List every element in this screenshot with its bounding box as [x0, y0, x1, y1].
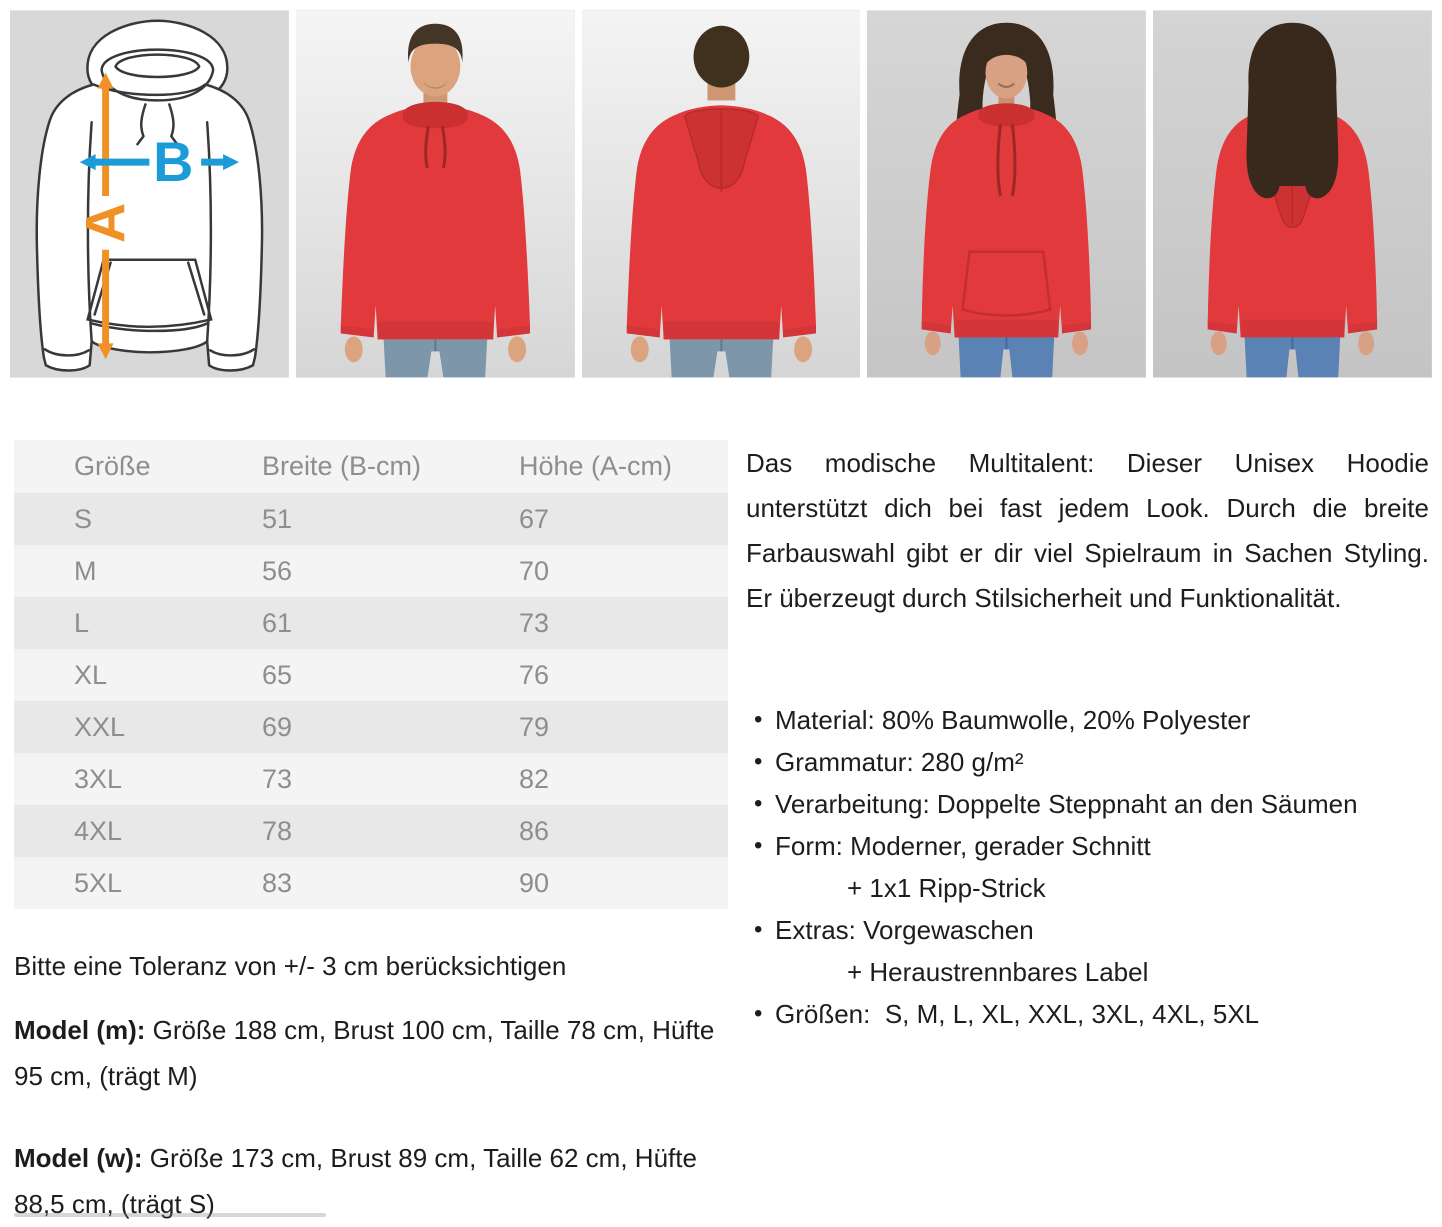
female-front-photo	[867, 10, 1146, 378]
table-row: XL 65 76	[14, 649, 728, 701]
list-item-form: • Form: Moderner, gerader Schnitt	[746, 825, 1440, 867]
product-feature-list	[746, 699, 1440, 1035]
measure-label-a: A	[74, 202, 137, 244]
female-back-photo	[1153, 10, 1432, 378]
table-row: S 51 67	[14, 493, 728, 545]
gallery-item-female-back	[1153, 10, 1432, 378]
male-back-photo	[582, 10, 861, 378]
list-item-groessen: • Größen: S, M, L, XL, XXL, 3XL, 4XL, 5XL	[746, 993, 1440, 1035]
product-description: Das modische Multitalent: Dieser Unisex Hoodie unterstützt dich bei fast jedem Look. Durch die breite Farbauswahl gibt er dir viel Spielraum in Sachen Styling. Er überzeugt durch Stilsicherheit und Funktionalität.	[746, 448, 1429, 613]
list-subitem-label: + Heraustrennbares Label	[847, 957, 1149, 987]
list-subitem-ripp-strick: + 1x1 Ripp-Strick	[847, 873, 1046, 903]
measure-label-b: B	[153, 131, 194, 194]
model-male-measurements	[14, 1007, 726, 1099]
cropped-text-line	[14, 1213, 326, 1217]
gallery-item-female-front	[867, 10, 1146, 378]
gallery-item-size-diagram	[10, 10, 289, 378]
model-male-label: Model (m):	[14, 1015, 146, 1045]
tolerance-note: Bitte eine Toleranz von +/- 3 cm berücksichtigen	[14, 951, 567, 981]
size-table	[14, 440, 728, 909]
size-diagram-illustration	[10, 10, 289, 378]
table-row: M 56 70	[14, 545, 728, 597]
male-front-photo	[296, 10, 575, 378]
gallery-item-male-front	[296, 10, 575, 378]
table-row: L 61 73	[14, 597, 728, 649]
size-table-header-hoehe: Höhe (A-cm)	[519, 451, 673, 481]
model-male-text: Größe 188 cm, Brust 100 cm, Taille 78 cm, Hüfte 95 cm, (trägt M)	[14, 1015, 715, 1091]
size-table-header-row	[14, 440, 728, 493]
size-table-header-groesse: Größe	[74, 451, 151, 481]
model-female-label: Model (w):	[14, 1143, 143, 1173]
model-female-text: Größe 173 cm, Brust 89 cm, Taille 62 cm, Hüfte 88,5 cm, (trägt S)	[14, 1143, 697, 1219]
product-image-gallery	[10, 10, 1432, 378]
table-row: 4XL 78 86	[14, 805, 728, 857]
table-row: XXL 69 79	[14, 701, 728, 753]
table-row: 5XL 83 90	[14, 857, 728, 909]
list-item-extras: • Extras: Vorgewaschen	[746, 909, 1440, 951]
table-row: 3XL 73 82	[14, 753, 728, 805]
list-item-grammatur: • Grammatur: 280 g/m²	[746, 741, 1440, 783]
list-item-verarbeitung: • Verarbeitung: Doppelte Steppnaht an den Säumen	[746, 783, 1440, 825]
list-item-material: • Material: 80% Baumwolle, 20% Polyester	[746, 699, 1440, 741]
gallery-item-male-back	[582, 10, 861, 378]
size-table-header-breite: Breite (B-cm)	[262, 451, 422, 481]
